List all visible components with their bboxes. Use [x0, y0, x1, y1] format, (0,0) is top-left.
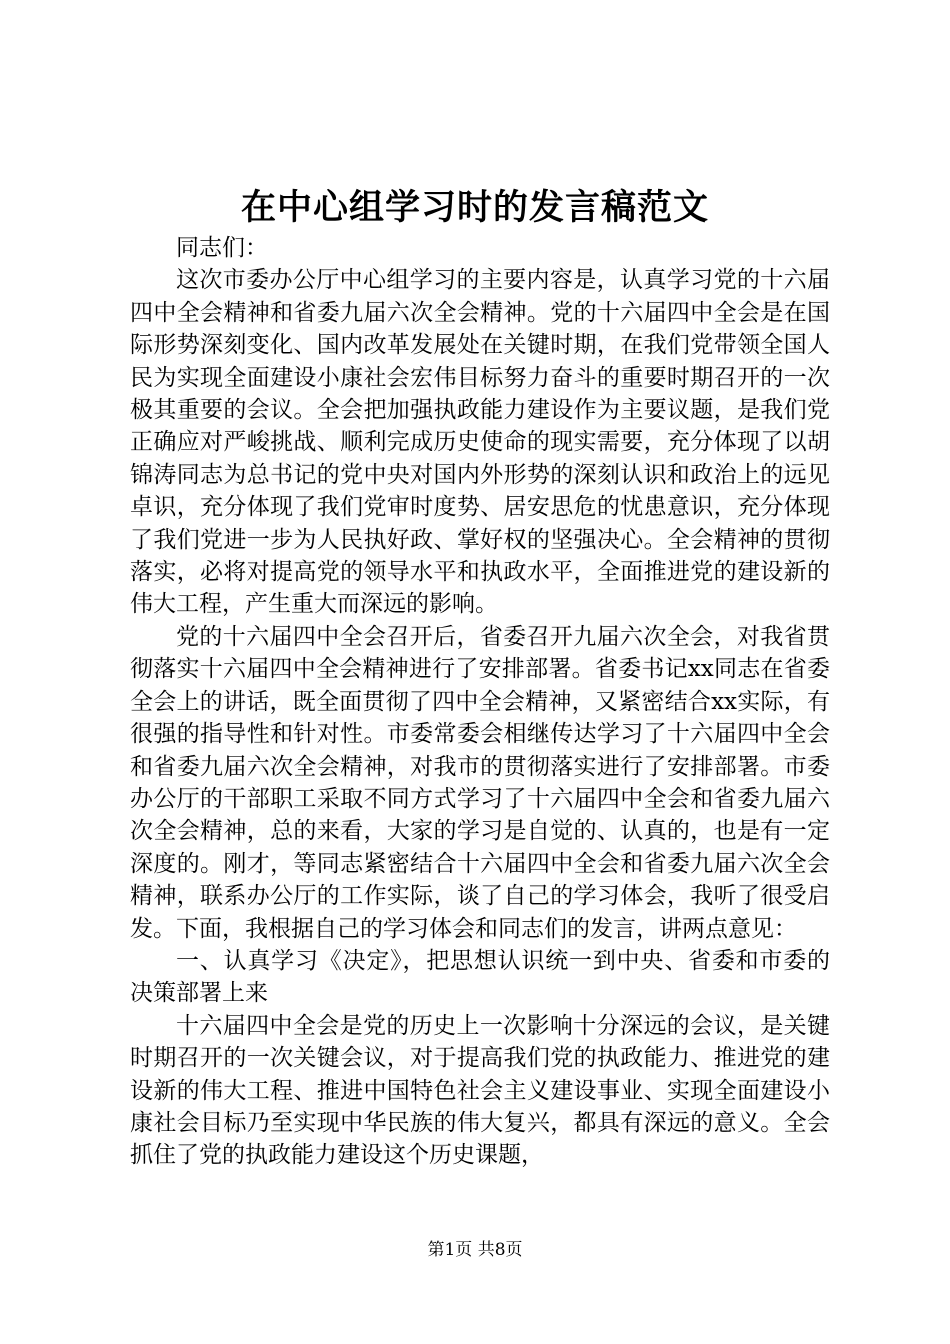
document-body: [130, 232, 830, 1172]
body-paragraph: 党的十六届四中全会召开后，省委召开九届六次全会，对我省贯彻落实十六届四中全会精神进行了安排部署。省委书记xx同志在省委全会上的讲话，既全面贯彻了四中全会精神，又紧密结合xx实际，有很强的指导性和针对性。市委常委会相继传达学习了十六届四中全会和省委九届六次全会精神，对我市的贯彻落实进行了安排部署。市委办公厅的干部职工采取不同方式学习了十六届四中全会和省委九届六次全会精神，总的来看，大家的学习是自觉的、认真的，也是有一定深度的。刚才，等同志紧密结合十六届四中全会和省委九届六次全会精神，联系办公厅的工作实际，谈了自己的学习体会，我听了很受启发。下面，我根据自己的学习体会和同志们的发言，讲两点意见：: [130, 623, 830, 942]
salutation-paragraph: 同志们：: [176, 235, 268, 261]
body-paragraph: 十六届四中全会是党的历史上一次影响十分深远的会议，是关键时期召开的一次关键会议，对于提高我们党的执政能力、推进党的建设新的伟大工程、推进中国特色社会主义建设事业、实现全面建设小康社会目标乃至实现中华民族的伟大复兴，都具有深远的意义。全会抓住了党的执政能力建设这个历史课题，: [130, 1012, 830, 1169]
body-paragraph: 这次市委办公厅中心组学习的主要内容是，认真学习党的十六届四中全会精神和省委九届六次全会精神。党的十六届四中全会是在国际形势深刻变化、国内改革发展处在关键时期，在我们党带领全国人民为实现全面建设小康社会宏伟目标努力奋斗的重要时期召开的一次极其重要的会议。全会把加强执政能力建设作为主要议题，是我们党正确应对严峻挑战、顺利完成历史使命的现实需要，充分体现了以胡锦涛同志为总书记的党中央对国内外形势的深刻认识和政治上的远见卓识，充分体现了我们党审时度势、居安思危的忧患意识，充分体现了我们党进一步为人民执好政、掌好权的坚强决心。全会精神的贯彻落实，必将对提高党的领导水平和执政水平，全面推进党的建设新的伟大工程，产生重大而深远的影响。: [130, 267, 830, 618]
document-title: 在中心组学习时的发言稿范文: [240, 187, 709, 228]
page-number: 第1页 共8页: [427, 1240, 523, 1260]
section-heading: 一、认真学习《决定》，把思想认识统一到中央、省委和市委的决策部署上来: [130, 947, 830, 1007]
